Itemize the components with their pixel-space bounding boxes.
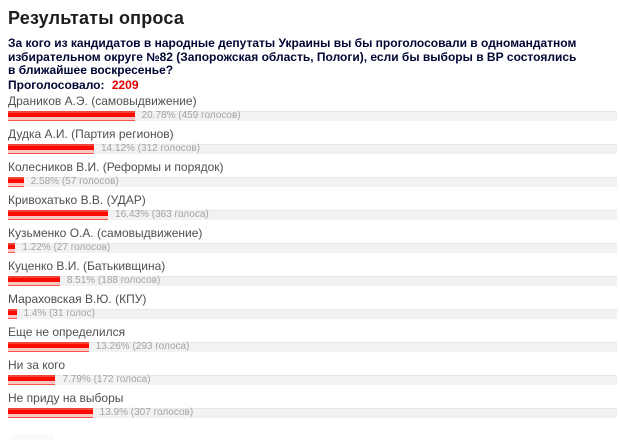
poll-result-row (8, 392, 617, 418)
result-bar-track (8, 342, 617, 352)
result-bar-fill (8, 309, 17, 319)
poll-result-row (8, 260, 617, 286)
result-percent-label: 2.58% (57 голосов) (30, 175, 119, 187)
page-title: Результаты опроса (8, 8, 185, 28)
result-percent-label: 13.9% (307 голосов) (99, 406, 194, 418)
result-percent-label: 8.51% (188 голосов) (66, 274, 161, 286)
result-bar-fill (8, 243, 15, 253)
result-bar-track (8, 243, 617, 253)
candidate-name: Колесников В.И. (Реформы и порядок) (8, 159, 224, 174)
voted-label: Проголосовало: (8, 77, 105, 92)
poll-result-row (8, 293, 617, 319)
result-bar-track (8, 111, 617, 121)
result-bar-fill (8, 111, 135, 121)
candidate-name: Куценко В.И. (Батькивщина) (8, 258, 166, 273)
poll-result-row (8, 95, 617, 121)
result-bar-fill (8, 408, 93, 418)
result-percent-label: 20.78% (459 голосов) (141, 109, 241, 121)
result-percent-label: 14.12% (312 голосов) (100, 142, 201, 154)
poll-result-row (8, 194, 617, 220)
candidate-name: Еще не определился (8, 324, 126, 339)
poll-result-row (8, 161, 617, 187)
results-list (8, 95, 617, 418)
result-percent-label: 7.79% (172 голоса) (62, 373, 151, 385)
poll-result-row (8, 326, 617, 352)
result-bar-fill (8, 342, 89, 352)
poll-result-row (8, 227, 617, 253)
result-bar-track (8, 144, 617, 154)
result-percent-label: 1.22% (27 голосов) (22, 241, 111, 253)
result-percent-label: 1.4% (31 голос) (23, 307, 95, 319)
voted-line (8, 78, 617, 92)
result-bar-fill (8, 375, 55, 385)
poll-question: За кого из кандидатов в народные депутаты Украины вы бы проголосовали в одномандатном избирательном округе №82 (Запорожская область, Пологи), если бы выборы в ВР состоялись в ближайшее воскресенье? (8, 36, 577, 77)
voted-count: 2209 (111, 77, 139, 92)
result-bar-track (8, 210, 617, 220)
poll-result-row (8, 359, 617, 385)
result-percent-label: 16.43% (363 голоса) (115, 208, 209, 220)
result-bar-track (8, 177, 617, 187)
candidate-name: Не приду на выборы (8, 390, 124, 405)
result-bar-fill (8, 144, 94, 154)
result-bar-fill (8, 177, 24, 187)
result-bar-track (8, 276, 617, 286)
candidate-name: Драников А.Э. (самовыдвижение) (8, 93, 197, 108)
result-bar-track (8, 309, 617, 319)
candidate-name: Мараховская В.Ю. (КПУ) (8, 291, 147, 306)
candidate-name: Кузьменко О.А. (самовыдвижение) (8, 225, 203, 240)
candidate-name: Ни за кого (8, 357, 66, 372)
poll-result-row (8, 128, 617, 154)
faint-artifact (12, 434, 54, 440)
result-percent-label: 13.26% (293 голоса) (95, 340, 190, 352)
result-bar-track (8, 408, 617, 418)
candidate-name: Дудка А.И. (Партия регионов) (8, 126, 174, 141)
result-bar-fill (8, 210, 108, 220)
candidate-name: Кривохатько В.В. (УДАР) (8, 192, 146, 207)
result-bar-track (8, 375, 617, 385)
result-bar-fill (8, 276, 60, 286)
